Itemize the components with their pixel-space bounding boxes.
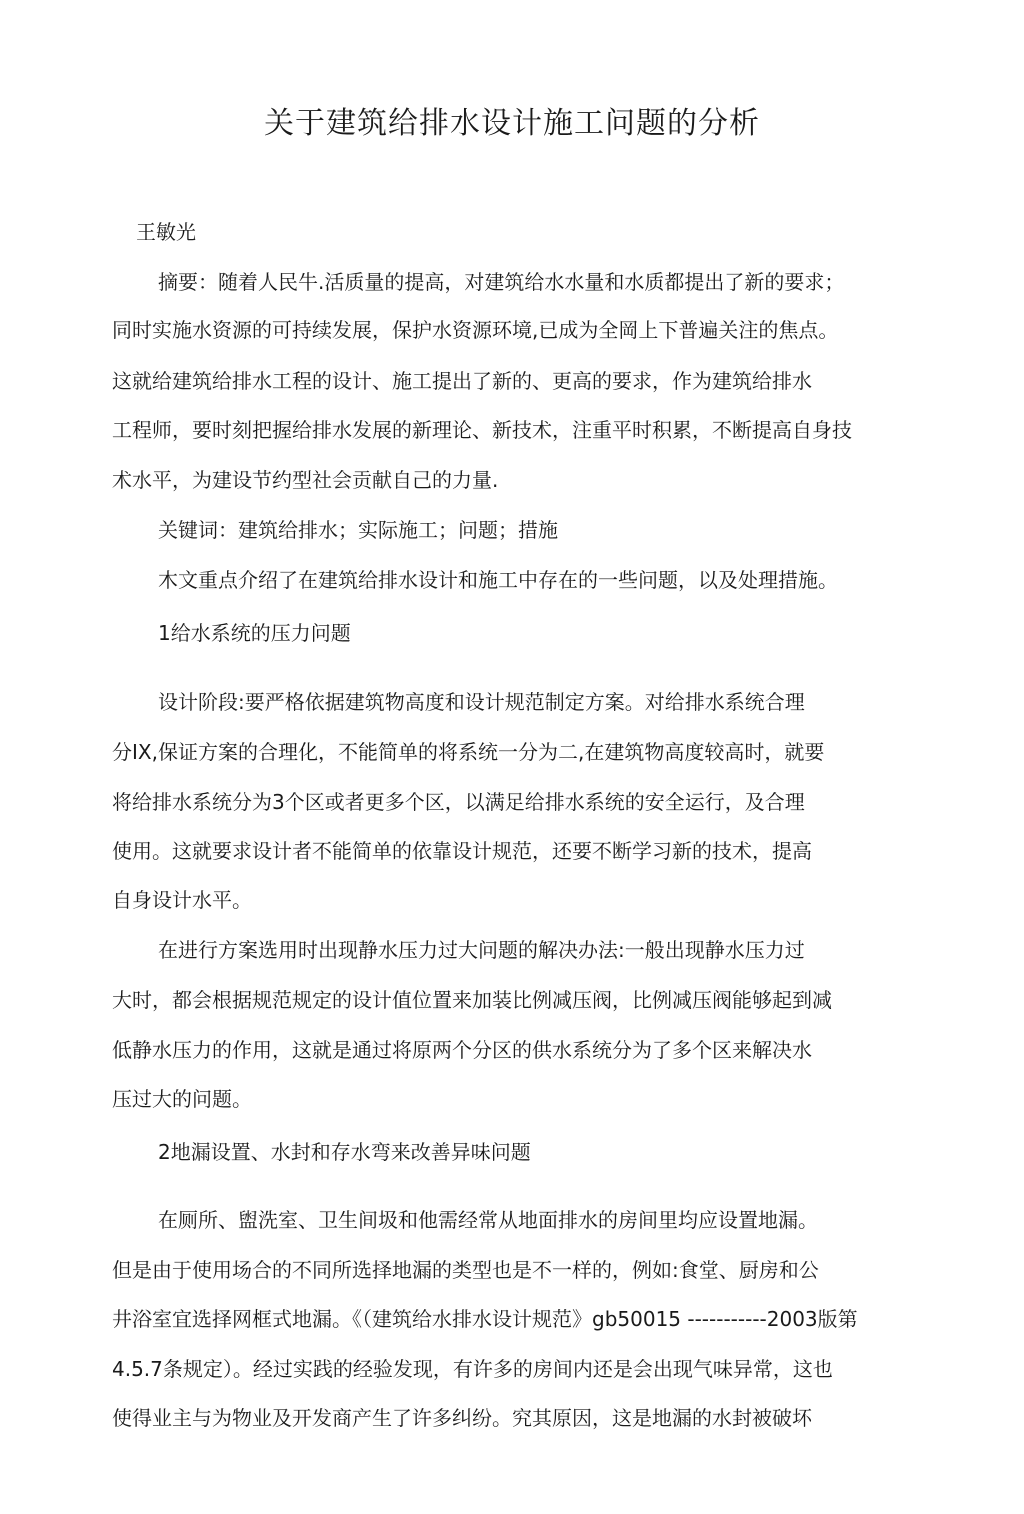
intro-paragraph: 木文重点介绍了在建筑给排水设计和施工中存在的一些问题，以及处理措施。 bbox=[158, 568, 838, 592]
section-1-para1-line-2: 分IX,保证方案的合理化，不能简单的将系统一分为二,在建筑物高度较高时，就要 bbox=[112, 740, 825, 764]
keywords: 关键词：建筑给排水；实际施工；问题；措施 bbox=[158, 518, 558, 542]
section-2-para1-line-2: 但是由于使用场合的不同所选择地漏的类型也是不一样的，例如:食堂、厨房和公 bbox=[112, 1258, 819, 1282]
section-1-para2-line-2: 大时，都会根据规范规定的设计值位置来加装比例减压阀，比例减压阀能够起到减 bbox=[112, 988, 832, 1012]
section-2-para1-line-4: 4.5.7条规定）。经过实践的经验发现，有许多的房间内还是会出现气味异常，这也 bbox=[112, 1357, 833, 1381]
section-2-para1-line-3: 井浴室宜选择网框式地漏。《（建筑给水排水设计规范》gb50015 -----------2003版第 bbox=[112, 1307, 858, 1331]
section-2-para1-line-1: 在厕所、盥洗室、卫生间圾和他需经常从地面排水的房间里均应设置地漏。 bbox=[158, 1208, 818, 1232]
section-1-heading: 1给水系统的压力问题 bbox=[158, 621, 351, 645]
document-title: 关于建筑给排水设计施工问题的分析 bbox=[264, 106, 760, 141]
abstract-line-3: 这就给建筑给排水工程的设计、施工提出了新的、更高的要求，作为建筑给排水 bbox=[112, 369, 812, 393]
abstract-line-5: 术水平，为建设节约型社会贡献自己的力量. bbox=[112, 468, 499, 492]
author-name: 王敏光 bbox=[136, 220, 196, 244]
abstract-line-4: 工程师，要时刻把握给排水发展的新理论、新技术，注重平时积累，不断提高自身技 bbox=[112, 418, 852, 442]
section-1-para2-line-4: 压过大的问题。 bbox=[112, 1087, 252, 1111]
section-1-para1-line-1: 设计阶段:要严格依据建筑物高度和设计规范制定方案。对给排水系统合理 bbox=[158, 690, 805, 714]
section-1-para2-line-1: 在进行方案选用时出现静水压力过大问题的解决办法:一般出现静水压力过 bbox=[158, 938, 805, 962]
section-1-para1-line-4: 使用。这就要求设计者不能简单的依靠设计规范，还要不断学习新的技术，提高 bbox=[112, 839, 812, 863]
abstract-line-1: 摘要：随着人民牛.活质量的提高，对建筑给水水量和水质都提出了新的要求； bbox=[158, 270, 845, 294]
section-1-para1-line-5: 自身设计水平。 bbox=[112, 888, 252, 912]
section-2-heading: 2地漏设置、水封和存水弯来改善异味问题 bbox=[158, 1140, 531, 1164]
section-1-para2-line-3: 低静水压力的作用，这就是通过将原两个分区的供水系统分为了多个区来解决水 bbox=[112, 1038, 812, 1062]
abstract-line-2: 同时实施水资源的可持续发展，保护水资源环境,已成为全岡上下普遍关注的焦点。 bbox=[112, 318, 839, 342]
section-2-para1-line-5: 使得业主与为物业及开发商产生了许多纠纷。究其原因，这是地漏的水封被破坏 bbox=[112, 1406, 812, 1430]
section-1-para1-line-3: 将给排水系统分为3个区或者更多个区，以满足给排水系统的安全运行，及合理 bbox=[112, 790, 805, 814]
